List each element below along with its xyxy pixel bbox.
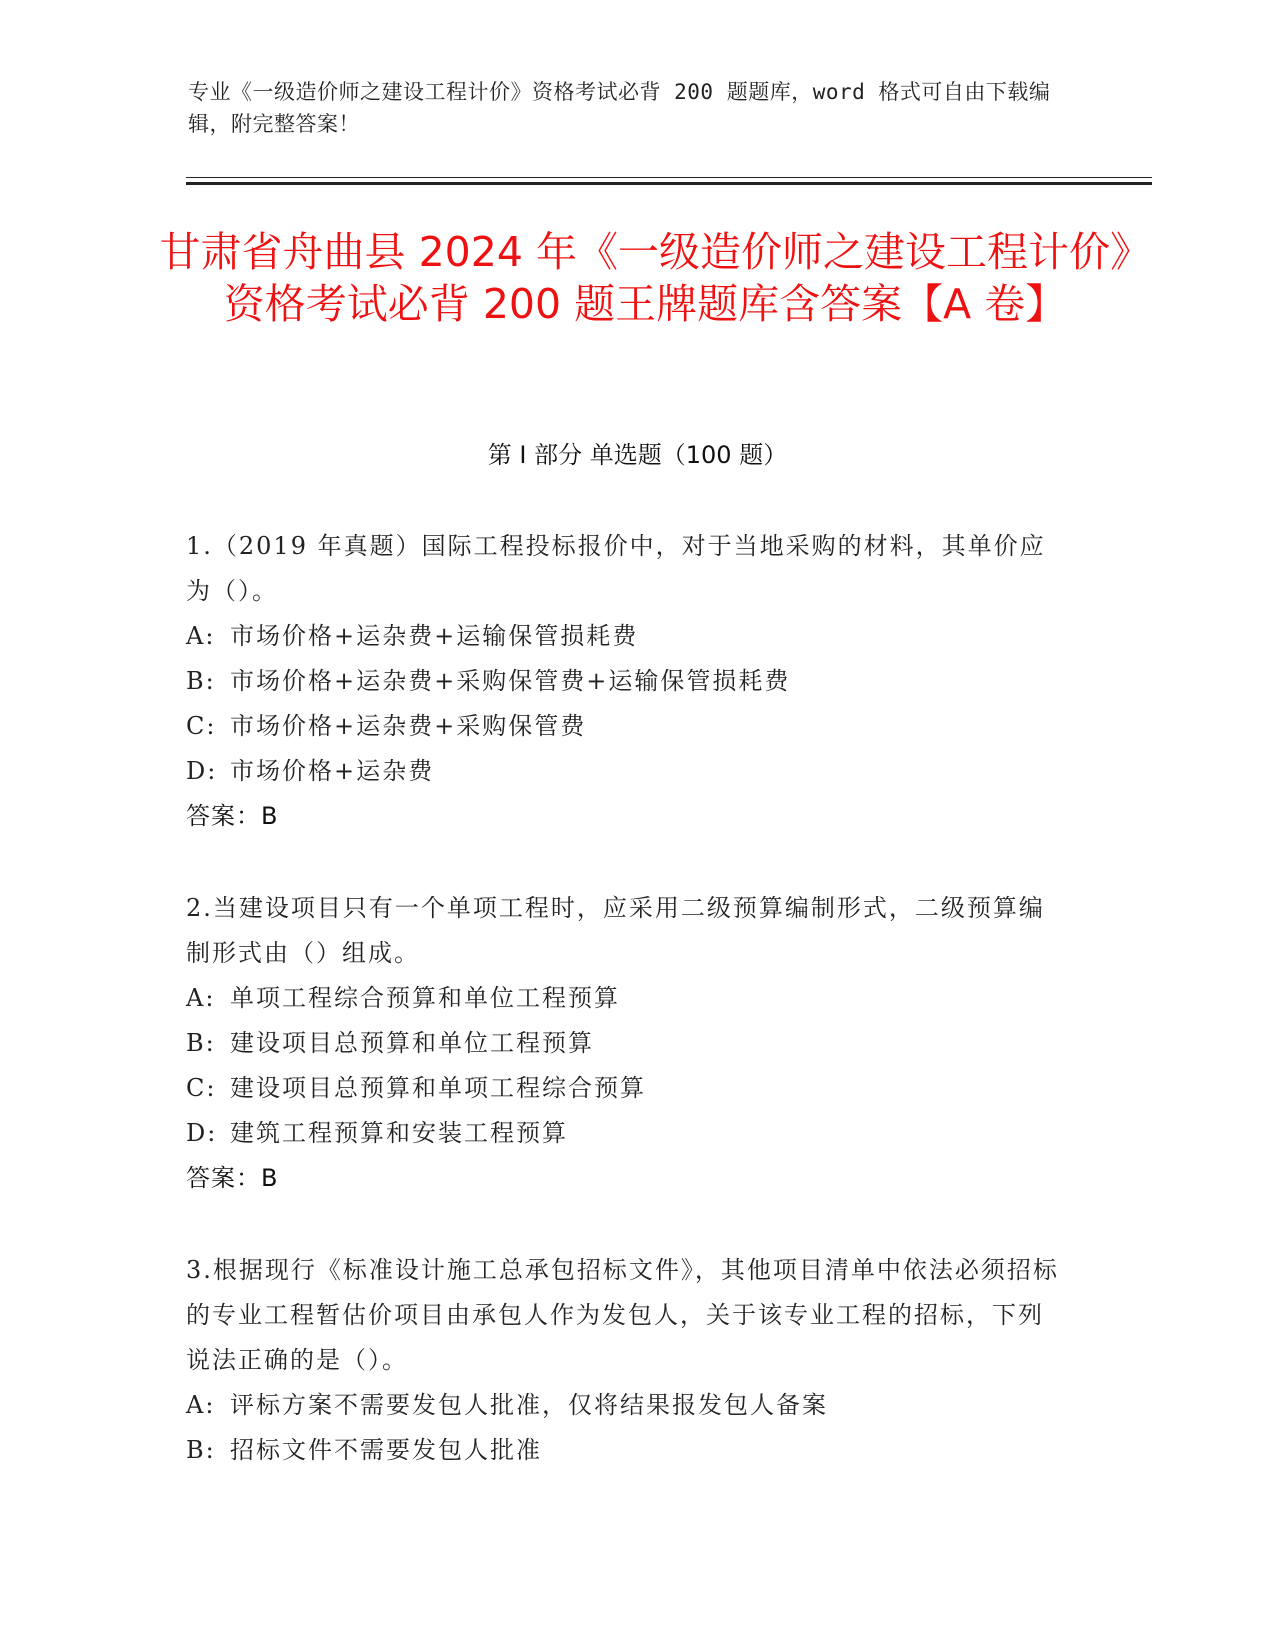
question-stem: 1.（2019 年真题）国际工程投标报价中，对于当地采购的材料，其单价应为（）。 <box>186 532 1046 605</box>
option-text: 单项工程综合预算和单位工程预算 <box>230 984 620 1012</box>
option-letter: B: <box>186 667 216 695</box>
option-d <box>186 1111 1066 1156</box>
option-text: 市场价格+运杂费+采购保管费 <box>230 712 587 740</box>
option-text: 评标方案不需要发包人批准，仅将结果报发包人备案 <box>230 1391 828 1419</box>
question-3 <box>186 1248 1066 1473</box>
option-letter: B: <box>186 1436 216 1464</box>
option-letter: C: <box>186 712 217 740</box>
header-rule-thick <box>186 182 1152 185</box>
document-title: 甘肃省舟曲县 2024 年《一级造价师之建设工程计价》资格考试必背 200 题王牌题库含答案【A 卷】 <box>159 228 1131 328</box>
question-stem: 3.根据现行《标准设计施工总承包招标文件》，其他项目清单中依法必须招标的专业工程暂估价项目由承包人作为发包人，关于该专业工程的招标，下列说法正确的是（）。 <box>186 1256 1059 1374</box>
option-text: 建设项目总预算和单项工程综合预算 <box>230 1074 646 1102</box>
option-letter: D: <box>186 757 218 785</box>
option-letter: C: <box>186 1074 217 1102</box>
question-stem: 2.当建设项目只有一个单项工程时，应采用二级预算编制形式，二级预算编制形式由（）组成。 <box>186 894 1045 967</box>
option-letter: A: <box>186 1391 216 1419</box>
option-text: 市场价格+运杂费+采购保管费+运输保管损耗费 <box>230 667 791 695</box>
option-letter: D: <box>186 1119 218 1147</box>
question-1 <box>186 524 1066 839</box>
section-title: 第 I 部分 单选题（100 题） <box>487 441 788 469</box>
option-letter: A: <box>186 984 216 1012</box>
option-text: 招标文件不需要发包人批准 <box>230 1436 542 1464</box>
option-c <box>186 1066 1066 1111</box>
option-text: 市场价格+运杂费 <box>230 757 435 785</box>
option-text: 建筑工程预算和安装工程预算 <box>230 1119 568 1147</box>
option-letter: B: <box>186 1029 216 1057</box>
option-text: 市场价格+运杂费+运输保管损耗费 <box>230 622 639 650</box>
option-a <box>186 1383 1066 1428</box>
answer-line: 答案：B <box>186 802 279 830</box>
option-c <box>186 704 1066 749</box>
option-d <box>186 749 1066 794</box>
answer-line: 答案：B <box>186 1164 279 1192</box>
question-2 <box>186 886 1066 1201</box>
header-rule-thin <box>186 177 1152 178</box>
option-b <box>186 659 1066 704</box>
option-a <box>186 614 1066 659</box>
option-a <box>186 976 1066 1021</box>
option-b <box>186 1021 1066 1066</box>
header-note: 专业《一级造价师之建设工程计价》资格考试必背 200 题题库，word 格式可自由下载编辑，附完整答案！ <box>188 80 1051 136</box>
option-letter: A: <box>186 622 216 650</box>
option-text: 建设项目总预算和单位工程预算 <box>230 1029 594 1057</box>
option-b <box>186 1428 1066 1473</box>
